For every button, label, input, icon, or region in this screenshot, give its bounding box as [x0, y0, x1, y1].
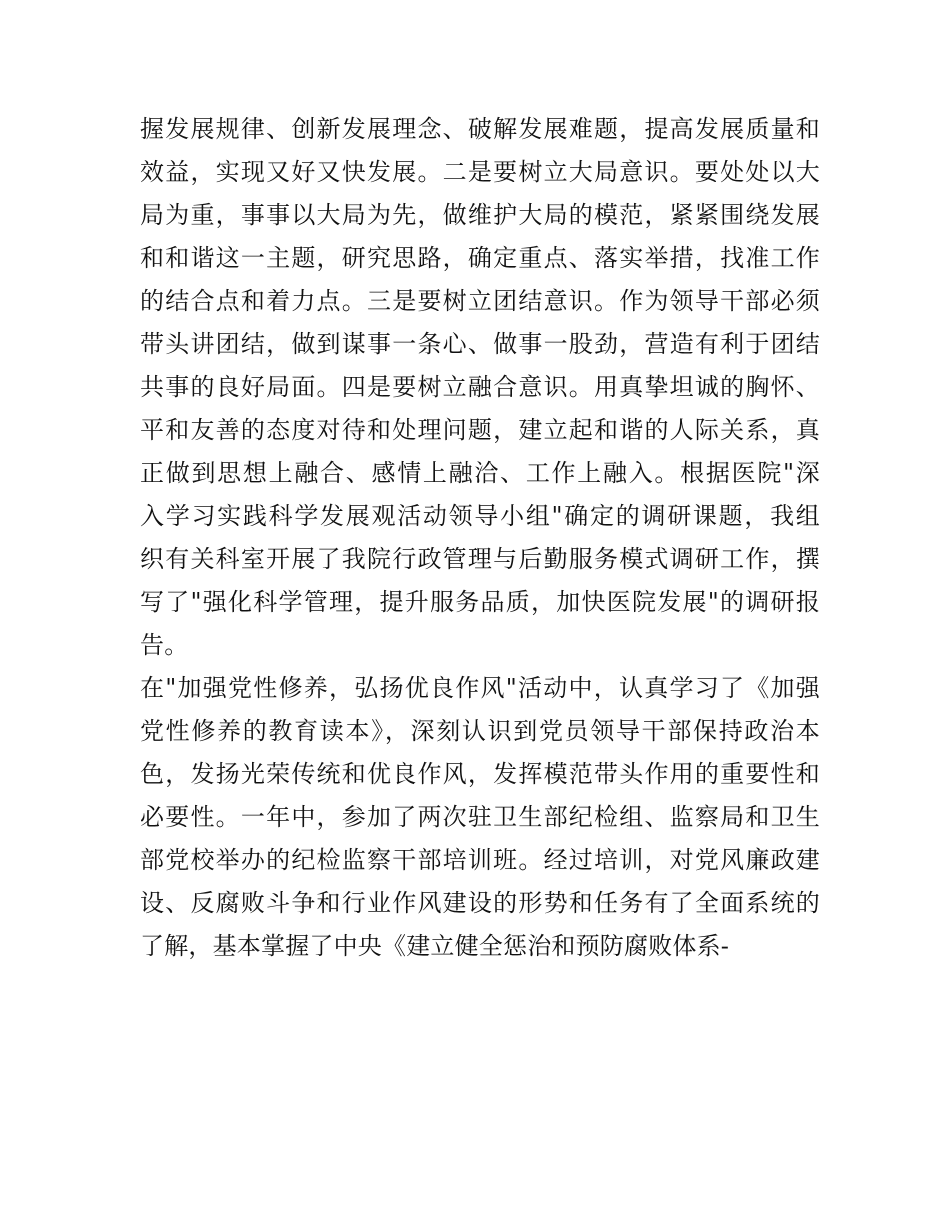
text-line: 的结合点和着力点。三是要树立团结意识。作为领导干部必须	[140, 287, 820, 315]
text-line: 入学习实践科学发展观活动领导小组"确定的调研课题，我组	[140, 502, 820, 530]
text-line: 设、反腐败斗争和行业作风建设的形势和任务有了全面系统的	[140, 889, 820, 917]
text-line: 写了"强化科学管理，提升服务品质，加快医院发展"的调研报	[140, 588, 820, 616]
text-line: 在"加强党性修养，弘扬优良作风"活动中，认真学习了《加强	[140, 674, 820, 702]
text-line: 正做到思想上融合、感情上融洽、工作上融入。根据医院"深	[140, 459, 820, 487]
text-line: 色，发扬光荣传统和优良作风，发挥模范带头作用的重要性和	[140, 760, 820, 788]
text-line: 共事的良好局面。四是要树立融合意识。用真挚坦诚的胸怀、	[140, 373, 820, 401]
text-line: 局为重，事事以大局为先，做维护大局的模范，紧紧围绕发展	[140, 201, 820, 229]
text-line: 带头讲团结，做到谋事一条心、做事一股劲，营造有利于团结	[140, 330, 820, 358]
text-line: 握发展规律、创新发展理念、破解发展难题，提高发展质量和	[140, 115, 820, 143]
text-line: 织有关科室开展了我院行政管理与后勤服务模式调研工作，撰	[140, 545, 820, 573]
text-line: 党性修养的教育读本》，深刻认识到党员领导干部保持政治本	[140, 717, 820, 745]
body-text	[140, 108, 820, 968]
text-line: 部党校举办的纪检监察干部培训班。经过培训，对党风廉政建	[140, 846, 820, 874]
text-line: 平和友善的态度对待和处理问题，建立起和谐的人际关系，真	[140, 416, 820, 444]
text-line: 和和谐这一主题，研究思路，确定重点、落实举措，找准工作	[140, 244, 820, 272]
text-line: 必要性。一年中，参加了两次驻卫生部纪检组、监察局和卫生	[140, 803, 820, 831]
text-line: 告。	[140, 631, 189, 659]
text-line: 效益，实现又好又快发展。二是要树立大局意识。要处处以大	[140, 158, 820, 186]
text-line: 了解，基本掌握了中央《建立健全惩治和预防腐败体系-	[140, 932, 730, 960]
